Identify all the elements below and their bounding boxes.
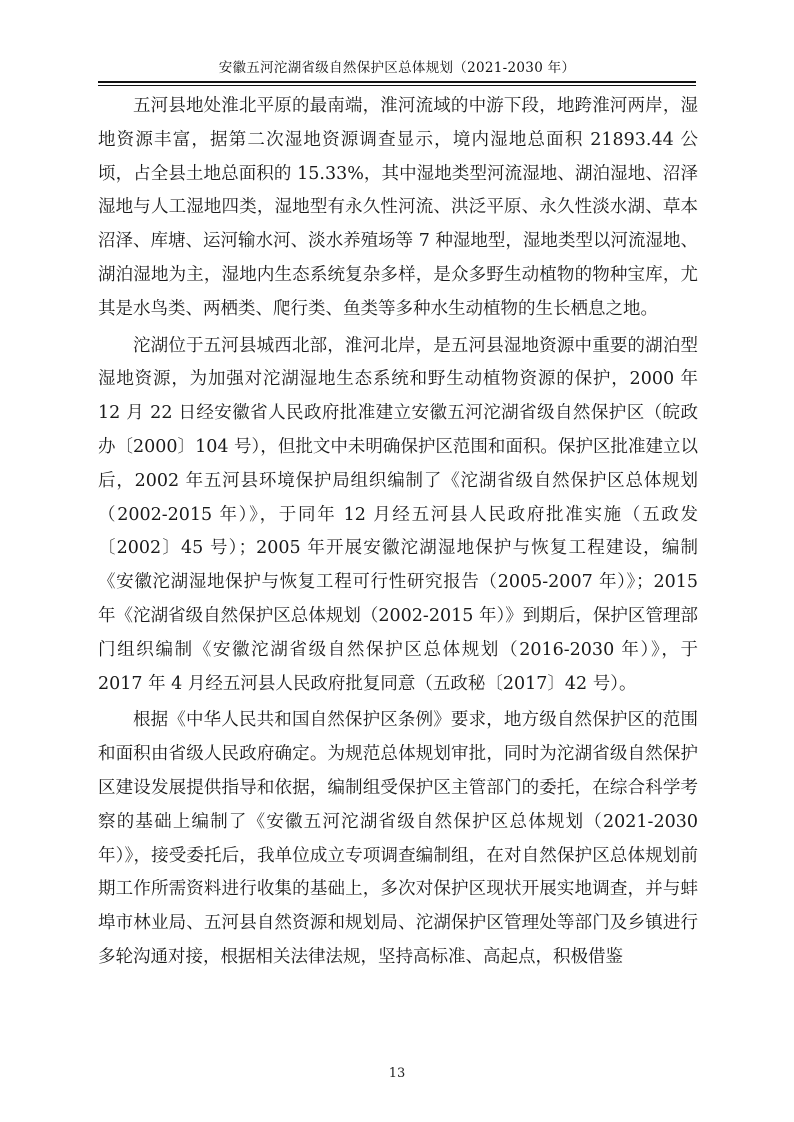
running-header-title: 安徽五河沱湖省级自然保护区总体规划（2021-2030 年） bbox=[218, 60, 576, 76]
paragraph-wetland-overview: 五河县地处淮北平原的最南端，淮河流域的中游下段，地跨淮河两岸，湿地资源丰富，据第二次湿地资源调查显示，境内湿地总面积 21893.44 公顷，占全县土地总面积的 15.33%，其中湿地类型河流湿地、湖泊湿地、沼泽湿地与人工湿地四类，湿地型有永久性河流、洪泛平原、永久性淡水湖、草本沼泽、库塘、运河输水河、淡水养殖场等 7 种湿地型，湿地类型以河流湿地、湖泊湿地为主，湿地内生态系统复杂多样，是众多野生动植物的物种宝库，尤其是水鸟类、两栖类、爬行类、鱼类等多种水生动植物的生长栖息之地。 bbox=[98, 96, 698, 319]
paragraph-tuohu-history: 沱湖位于五河县城西北部，淮河北岸，是五河县湿地资源中重要的湖泊型湿地资源，为加强对沱湖湿地生态系统和野生动植物资源的保护，2000 年 12 月 22 日经安徽省人民政府批准建立安徽五河沱湖省级自然保护区（皖政办〔2000〕104 号），但批文中未明确保护区范围和面积。保护区批准建立以后，2002 年五河县环境保护局组织编制了《沱湖省级自然保护区总体规划（2002-2015 年）》，于同年 12 月经五河县人民政府批准实施（五政发〔2002〕45 号）；2005 年开展安徽沱湖湿地保护与恢复工程建设，编制《安徽沱湖湿地保护与恢复工程可行性研究报告（2005-2007 年）》；2015 年《沱湖省级自然保护区总体规划（2002-2015 年）》到期后，保护区管理部门组织编制《安徽沱湖省级自然保护区总体规划（2016-2030 年）》，于 2017 年 4 月经五河县人民政府批复同意（五政秘〔2017〕42 号）。 bbox=[98, 335, 698, 694]
body-text bbox=[98, 90, 698, 975]
paragraph-planning-basis: 根据《中华人民共和国自然保护区条例》要求，地方级自然保护区的范围和面积由省级人民政府确定。为规范总体规划审批，同时为沱湖省级自然保护区建设发展提供指导和依据，编制组受保护区主管部门的委托，在综合科学考察的基础上编制了《安徽五河沱湖省级自然保护区总体规划（2021-2030 年）》，接受委托后，我单位成立专项调查编制组，在对自然保护区总体规划前期工作所需资料进行收集的基础上，多次对保护区现状开展实地调查，并与蚌埠市林业局、五河县自然资源和规划局、沱湖保护区管理处等部门及乡镇进行多轮沟通对接，根据相关法律法规，坚持高标准、高起点，积极借鉴 bbox=[98, 710, 698, 967]
page-number: 13 bbox=[388, 1066, 406, 1081]
header-double-rule bbox=[98, 81, 696, 86]
